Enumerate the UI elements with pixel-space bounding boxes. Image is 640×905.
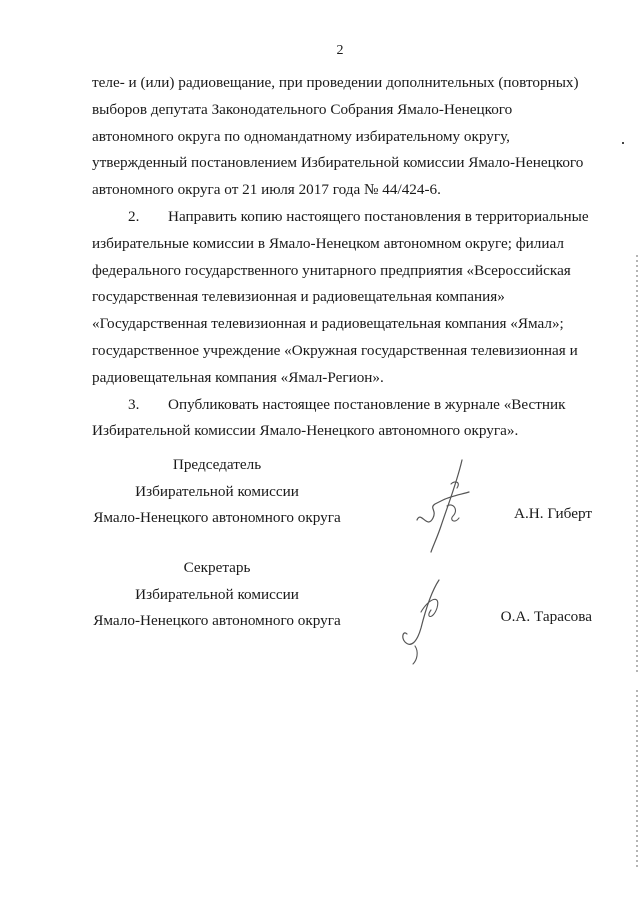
chair-name: А.Н. Гиберт <box>514 505 592 522</box>
chair-handwritten-signature <box>407 454 479 554</box>
item-number: 3. <box>128 395 140 413</box>
chair-title-line: Избирательной комиссии <box>135 482 299 500</box>
secretary-signature-block <box>92 555 592 645</box>
item-2-line: «Государственная телевизионная и радиовещательная компания «Ямал»; <box>92 315 564 333</box>
item-2-first-line <box>92 204 590 231</box>
item-2-line: государственное учреждение «Окружная государственная телевизионная и <box>92 341 578 359</box>
chair-signature-block <box>92 452 592 542</box>
item-number: 2. <box>128 207 140 225</box>
page-number: 2 <box>336 43 344 58</box>
margin-dot <box>622 142 624 144</box>
secretary-title-line: Ямало-Ненецкого автономного округа <box>93 612 341 629</box>
document-body <box>92 70 590 445</box>
continuation-line: теле- и (или) радиовещание, при проведении дополнительных (повторных) <box>92 74 579 91</box>
secretary-title <box>92 555 342 635</box>
item-2-line: федерального государственного унитарного предприятия «Всероссийская <box>92 261 571 279</box>
item-text: Направить копию настоящего постановления в территориальные <box>168 207 589 225</box>
item-2-line: государственная телевизионная и радиовещательная компания» <box>92 288 505 306</box>
scan-edge-mark <box>636 255 638 675</box>
item-3-first-line <box>92 392 590 419</box>
chair-title <box>92 452 342 532</box>
item-2-line: избирательные комиссии в Ямало-Ненецком автономном округе; филиал <box>92 234 564 252</box>
continuation-line: автономного округа от 21 июля 2017 года № 44/424-6. <box>92 181 441 199</box>
continuation-line: автономного округа по одномандатному избирательному округу, <box>92 127 510 145</box>
secretary-name: О.А. Тарасова <box>500 608 592 625</box>
scan-edge-mark <box>636 690 638 870</box>
secretary-handwritten-signature <box>395 576 455 666</box>
chair-title-line: Ямало-Ненецкого автономного округа <box>93 509 341 526</box>
item-3-line: Избирательной комиссии Ямало-Ненецкого автономного округа». <box>92 422 519 440</box>
secretary-title-line: Избирательной комиссии <box>135 585 299 603</box>
secretary-title-line: Секретарь <box>183 559 251 576</box>
chair-title-line: Председатель <box>172 456 262 473</box>
item-2-line: радиовещательная компания «Ямал-Регион». <box>92 368 384 386</box>
continuation-line: выборов депутата Законодательного Собрания Ямало-Ненецкого <box>92 100 513 118</box>
item-text: Опубликовать настоящее постановление в журнале «Вестник <box>168 395 566 413</box>
continuation-line: утвержденный постановлением Избирательной комиссии Ямало-Ненецкого <box>92 154 584 172</box>
